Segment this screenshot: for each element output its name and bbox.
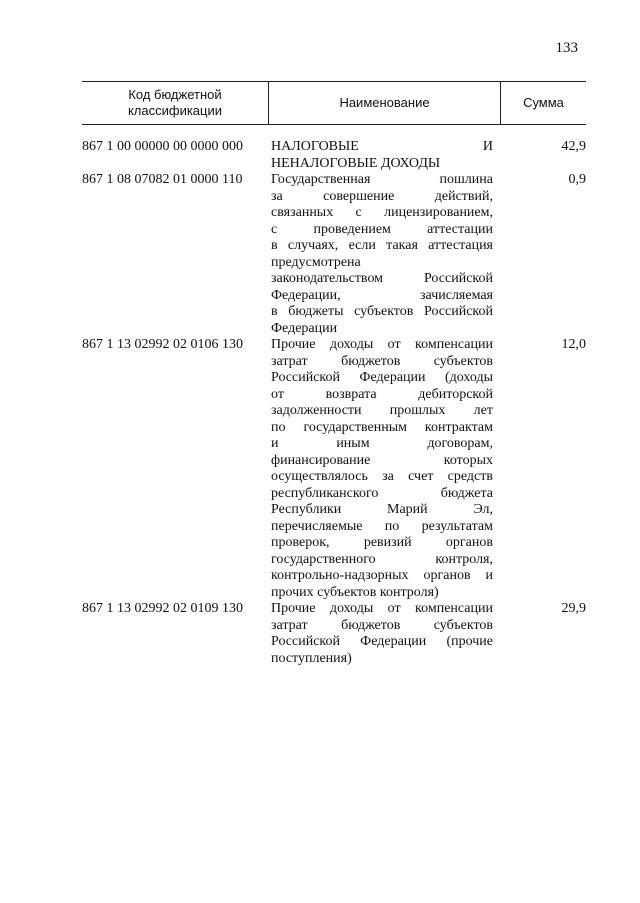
table-header xyxy=(82,81,586,125)
item-name-line: и иным договорам, xyxy=(271,436,493,451)
amount: 12,0 xyxy=(561,337,586,352)
table-row xyxy=(82,139,586,172)
item-name xyxy=(271,172,493,337)
amount: 29,9 xyxy=(561,601,586,616)
item-name xyxy=(271,139,493,172)
item-name-line: задолженности прошлых лет xyxy=(271,403,493,418)
item-name xyxy=(271,337,493,601)
item-name-line: осуществлялось за счет средств xyxy=(271,469,493,484)
item-name-line: финансирование которых xyxy=(271,452,493,468)
item-name-line: поступления) xyxy=(271,650,352,666)
item-name-line: НЕНАЛОГОВЫЕ ДОХОДЫ xyxy=(271,155,441,171)
header-name: Наименование xyxy=(339,95,430,110)
item-name-line: Федерации xyxy=(271,320,338,336)
table-body xyxy=(82,139,586,667)
item-name-line: затрат бюджетов субъектов xyxy=(271,353,493,369)
item-name-line: перечисляемые по результатам xyxy=(271,518,493,534)
table-row xyxy=(82,601,586,667)
table-row xyxy=(82,337,586,601)
item-name-line: государственного контроля, xyxy=(271,551,493,567)
item-name-line: Государственная пошлина xyxy=(271,172,493,187)
item-name-line: затрат бюджетов субъектов xyxy=(271,617,493,633)
item-name-line: предусмотрена xyxy=(271,254,361,270)
item-name-line: Российской Федерации (доходы xyxy=(271,370,493,385)
budget-code: 867 1 08 07082 01 0000 110 xyxy=(82,172,243,187)
page-number: 133 xyxy=(555,40,578,56)
budget-code: 867 1 13 02992 02 0109 130 xyxy=(82,601,243,616)
item-name-line: законодательством Российской xyxy=(271,271,493,286)
item-name-line: Прочие доходы от компенсации xyxy=(271,337,493,352)
item-name-line: в случаях, если такая аттестация xyxy=(271,238,493,253)
item-name-line: за совершение действий, xyxy=(271,188,493,204)
item-name-line: в бюджеты субъектов Российской xyxy=(271,304,493,319)
item-name-line: прочих субъектов контроля) xyxy=(271,584,439,600)
item-name-line: контрольно-надзорных органов и xyxy=(271,568,493,583)
header-code-line: Код бюджетной xyxy=(128,87,222,102)
amount: 0,9 xyxy=(568,172,586,187)
header-code xyxy=(82,82,268,124)
table-row xyxy=(82,172,586,337)
item-name-line: Федерации, зачисляемая xyxy=(271,287,493,303)
budget-code: 867 1 13 02992 02 0106 130 xyxy=(82,337,243,352)
header-code-line: классификации xyxy=(127,103,223,118)
item-name xyxy=(271,601,493,667)
header-sum: Сумма xyxy=(523,95,564,110)
item-name-line: связанных с лицензированием, xyxy=(271,205,493,220)
item-name-line: республиканского бюджета xyxy=(271,485,493,501)
item-name-line: Прочие доходы от компенсации xyxy=(271,601,493,616)
item-name-line: Российской Федерации (прочие xyxy=(271,634,493,649)
item-name-line: НАЛОГОВЫЕ И xyxy=(271,139,493,154)
item-name-line: с проведением аттестации xyxy=(271,221,493,237)
item-name-line: от возврата дебиторской xyxy=(271,386,493,402)
item-name-line: по государственным контрактам xyxy=(271,419,493,435)
item-name-line: проверок, ревизий органов xyxy=(271,535,493,550)
budget-code: 867 1 00 00000 00 0000 000 xyxy=(82,139,243,154)
item-name-line: Республики Марий Эл, xyxy=(271,502,493,517)
amount: 42,9 xyxy=(561,139,586,154)
